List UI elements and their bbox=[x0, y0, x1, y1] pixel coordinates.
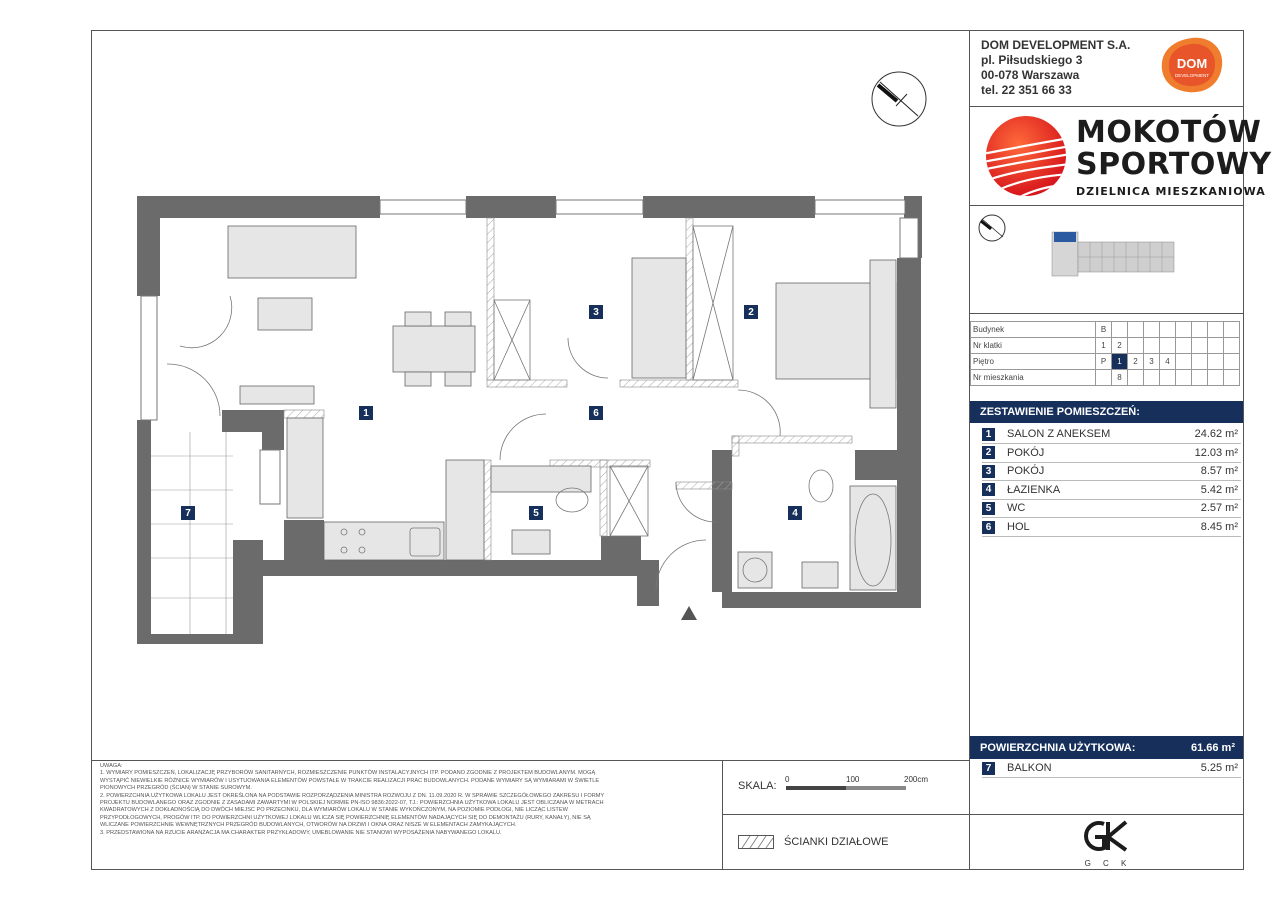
info-row bbox=[971, 338, 1240, 354]
info-cell bbox=[1176, 370, 1192, 386]
note-line: WYSTĄPIĆ NIEWIELKIE RÓŻNICE WYMIARÓW I USYTUOWANIA ELEMENTÓW POWSTAŁE W TRAKCIE REALIZACJI PRAC BUDOWLANYCH. PODANE WYMIARY SĄ WYMIARAMI W ŚWIETLE bbox=[100, 777, 600, 784]
info-cell bbox=[1208, 354, 1224, 370]
info-cell bbox=[1192, 322, 1208, 338]
info-cell bbox=[1176, 322, 1192, 338]
info-cell bbox=[1208, 370, 1224, 386]
room-area: 8.57 m² bbox=[1200, 465, 1238, 478]
project-title-line2: SPORTOWY bbox=[1076, 147, 1272, 182]
room-number: 5 bbox=[982, 502, 995, 515]
scale-tick-100: 100 bbox=[846, 775, 860, 784]
dom-logo-text: DOM bbox=[1176, 56, 1208, 71]
info-cell bbox=[1096, 370, 1112, 386]
room-number: 2 bbox=[982, 446, 995, 459]
info-cell: P bbox=[1096, 354, 1112, 370]
info-cell: B bbox=[1096, 322, 1112, 338]
entrance-marker-icon bbox=[681, 606, 697, 620]
dom-development-logo bbox=[1158, 36, 1226, 94]
room-name: HOL bbox=[1007, 521, 1030, 533]
room-name: POKÓJ bbox=[1007, 465, 1045, 478]
info-cell bbox=[1160, 322, 1176, 338]
notes-title: UWAGA: bbox=[100, 763, 123, 769]
room-number: 6 bbox=[982, 521, 995, 534]
info-cell bbox=[1192, 354, 1208, 370]
info-cell bbox=[1224, 354, 1240, 370]
info-row-label: Budynek bbox=[971, 322, 1096, 338]
info-row bbox=[971, 354, 1240, 370]
info-cell bbox=[1208, 338, 1224, 354]
room-number: 3 bbox=[982, 465, 995, 478]
room-area: 8.45 m² bbox=[1200, 521, 1238, 533]
note-line: PRZYPODŁOGOWYCH, PROGÓW ITP. DO POWIERZCHNI UŻYTKOWEJ LOKALU WLICZA SIĘ POWIERZCHNIĘ ELEMENTÓW NADAJĄCYCH SIĘ DO DEMONTAŻU (RURY, KANAŁY), NIE SĄ bbox=[100, 814, 591, 821]
rooms-header: ZESTAWIENIE POMIESZCZEŃ: bbox=[970, 401, 1243, 423]
total-area-label: POWIERZCHNIA UŻYTKOWA: bbox=[980, 741, 1136, 754]
room-area: 5.42 m² bbox=[1200, 483, 1238, 496]
apartment-info-table bbox=[970, 321, 1240, 386]
info-cell: 4 bbox=[1160, 354, 1176, 370]
info-cell bbox=[1128, 322, 1144, 338]
info-cell: 1 bbox=[1112, 354, 1128, 370]
room-name: BALKON bbox=[1007, 762, 1052, 774]
info-cell bbox=[1112, 322, 1128, 338]
info-cell bbox=[1160, 338, 1176, 354]
note-line: 3. PRZEDSTAWIONA NA RZUCIE ARANŻACJA MA CHARAKTER PRZYKŁADOWY, UMEBLOWANIE NIE STANOWI WYPOSAŻENIA NABYWANEGO LOKALU. bbox=[100, 829, 502, 836]
note-line: WLICZANE POWIERZCHNIE WEWNĘTRZNYCH PRZEGRÓD BUDOWLANYCH, OTWORÓW NA DRZWI I OKNA ORAZ NISZE W ELEMENTACH ZAMYKAJĄCYCH. bbox=[100, 822, 517, 829]
balcony-row bbox=[982, 759, 1241, 778]
partition-legend-label: ŚCIANKI DZIAŁOWE bbox=[784, 836, 889, 848]
info-row bbox=[971, 370, 1240, 386]
room-number: 4 bbox=[982, 483, 995, 496]
floor-plan bbox=[130, 190, 930, 650]
room-number: 7 bbox=[982, 762, 995, 775]
room-name: POKÓJ bbox=[1007, 446, 1045, 459]
note-line: KWADRATOWYCH Z DOKŁADNOŚCIĄ DO DWÓCH MIEJSC PO PRZECINKU, DLA WYMIARÓW LOKALU W STANIE WYKOŃCZONYM, NA POZIOMIE PODŁOGI, NIE LICZĄC LISTEW bbox=[100, 807, 568, 814]
info-cell bbox=[1176, 338, 1192, 354]
info-cell: 3 bbox=[1144, 354, 1160, 370]
room-row bbox=[982, 444, 1241, 463]
north-compass-icon bbox=[870, 70, 928, 133]
info-cell bbox=[1224, 338, 1240, 354]
company-address1: pl. Piłsudskiego 3 bbox=[981, 53, 1083, 67]
info-cell: 2 bbox=[1112, 338, 1128, 354]
project-title bbox=[1076, 117, 1272, 198]
info-cell bbox=[1160, 370, 1176, 386]
room-row bbox=[982, 425, 1241, 444]
info-cell bbox=[1192, 370, 1208, 386]
plan-room-4: 4 bbox=[788, 506, 802, 520]
info-cell: 1 bbox=[1096, 338, 1112, 354]
project-subtitle: DZIELNICA MIESZKANIOWA bbox=[1076, 185, 1266, 198]
note-line: 2. POWIERZCHNIA UŻYTKOWA LOKALU JEST OKREŚLONA NA PODSTAWIE ROZPORZĄDZENIA MINISTRA ROZWOJU Z DN. 11.09.2020 R. W SPRAWIE SZCZEGÓŁOWEGO ZAKRESU I FORMY bbox=[100, 792, 605, 799]
info-cell bbox=[1144, 370, 1160, 386]
mini-compass-icon bbox=[977, 213, 1007, 248]
plan-room-3: 3 bbox=[589, 305, 603, 319]
plan-room-2: 2 bbox=[744, 305, 758, 319]
plan-room-5: 5 bbox=[529, 506, 543, 520]
info-cell bbox=[1224, 370, 1240, 386]
room-area: 12.03 m² bbox=[1194, 446, 1238, 459]
room-name: WC bbox=[1007, 502, 1026, 515]
company-address2: 00-078 Warszawa bbox=[981, 68, 1080, 82]
partition-hatch-icon bbox=[738, 835, 774, 854]
gck-logo bbox=[1078, 818, 1138, 868]
note-line: PIONOWYCH PRZEGRÓD (ŚCIAN) W STANIE SUROWYM. bbox=[100, 785, 252, 792]
info-cell bbox=[1224, 322, 1240, 338]
info-cell bbox=[1128, 338, 1144, 354]
plan-room-7: 7 bbox=[181, 506, 195, 520]
info-cell bbox=[1176, 354, 1192, 370]
info-cell bbox=[1144, 322, 1160, 338]
info-row-label: Nr mieszkania bbox=[971, 370, 1096, 386]
room-area: 5.25 m² bbox=[1200, 762, 1238, 774]
notes-block bbox=[100, 763, 716, 837]
info-row-label: Piętro bbox=[971, 354, 1096, 370]
scale-tick-0: 0 bbox=[785, 775, 790, 784]
room-row bbox=[982, 518, 1241, 537]
mokotow-sportowy-logo bbox=[984, 114, 1068, 198]
plan-room-6: 6 bbox=[589, 406, 603, 420]
info-cell bbox=[1208, 322, 1224, 338]
total-area-value: 61.66 m² bbox=[1190, 741, 1235, 754]
company-info bbox=[981, 38, 1130, 98]
info-cell: 2 bbox=[1128, 354, 1144, 370]
company-name: DOM DEVELOPMENT S.A. bbox=[981, 38, 1131, 52]
company-phone: tel. 22 351 66 33 bbox=[981, 83, 1072, 97]
room-name: ŁAZIENKA bbox=[1007, 483, 1061, 496]
scale-bar bbox=[786, 786, 906, 790]
dom-logo-subtext: DEVELOPMENT bbox=[1174, 73, 1210, 78]
room-name: SALON Z ANEKSEM bbox=[1007, 428, 1111, 440]
info-cell bbox=[1144, 338, 1160, 354]
note-line: 1. WYMIARY POMIESZCZEŃ, LOKALIZACJĘ PRZYBORÓW SANITARNYCH, ROZMIESZCZENIE PUNKTÓW INSTALACYJNYCH ITP. PODANO ZGODNIE Z PROJEKTEM BUDOWLANYM. MOGĄ bbox=[100, 770, 596, 777]
room-area: 24.62 m² bbox=[1194, 428, 1238, 440]
room-row bbox=[982, 481, 1241, 500]
info-cell: 8 bbox=[1112, 370, 1128, 386]
room-row bbox=[982, 499, 1241, 518]
info-cell bbox=[1128, 370, 1144, 386]
info-row bbox=[971, 322, 1240, 338]
info-cell bbox=[1192, 338, 1208, 354]
plan-room-1: 1 bbox=[359, 406, 373, 420]
room-area: 2.57 m² bbox=[1200, 502, 1238, 515]
gck-letters: G C K bbox=[1084, 859, 1132, 868]
scale-tick-200: 200cm bbox=[904, 775, 929, 784]
scale-label: SKALA: bbox=[738, 780, 777, 792]
info-row-label: Nr klatki bbox=[971, 338, 1096, 354]
site-plan-thumbnail bbox=[1050, 228, 1178, 285]
note-line: PROJEKTU BUDOWLANEGO ORAZ ZGODNIE Z ZASADAMI ZAWARTYMI W POLSKIEJ NORMIE PN-ISO 9836:2022-07, TJ.: POWIERZCHNIA UŻYTKOWA LOKALU JEST OBLICZANA W METRACH bbox=[100, 800, 604, 807]
room-number: 1 bbox=[982, 428, 995, 441]
room-row bbox=[982, 462, 1241, 481]
project-title-line1: MOKOTÓW bbox=[1076, 115, 1262, 150]
total-area-bar bbox=[970, 736, 1243, 759]
